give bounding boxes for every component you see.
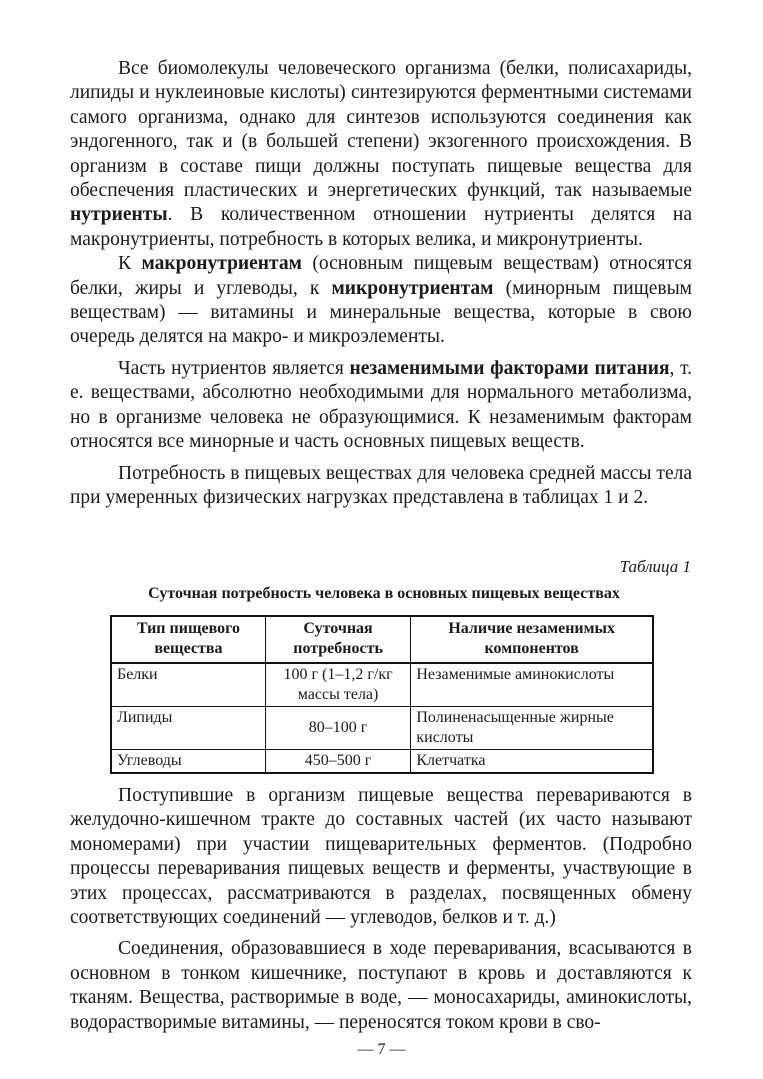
page-number: — 7 — [357,1041,406,1058]
cell-essential: Полиненасыщенные жирные кислоты [411,707,653,750]
cell-requirement: 100 г (1–1,2 г/кг массы тела) [265,663,411,707]
paragraph-macronutrients: К макронутриентам (основным пищевым веществам) относятся белки, жиры и углеводы, к микронутриентам (минорным пищевым веществам) — витамины и минеральные вещества, которые в свою очередь делятся на макро- и микроэлементы. [70,253,693,348]
paragraph-biomolecules: Все биомолекулы человеческого организма (белки, полисахариды, липиды и нуклеиновые кислоты) синтезируются ферментными системами самого организма, однако для синтезов используются соединения как эндогенного, так и (в большей степени) экзогенного происхождения. В организм в составе пищи должны поступать пищевые вещества для обеспечения пластических и энергетических функций, так называемые нутриенты. В количественном отношении нутриенты делятся на макронутриенты, потребность в которых велика, и микронутриенты. [70,58,692,250]
paragraph-digestion: Поступившие в организм пищевые вещества перевариваются в желудочно-кишечном тракте до составных частей (их часто называют мономерами) при участии пищеварительных ферментов. (Подробно процессы переваривания пищевых веществ и ферменты, участвующие в этих процессах, рассматриваются в разделах, посвященных обмену соответствующих соединений — углеводов, белков и т. д.) [70,785,692,929]
cell-requirement: 450–500 г [265,750,411,774]
cell-essential: Незаменимые аминокислоты [411,663,653,707]
header-essential-components: Наличие незаменимых компонентов [411,616,653,663]
cell-nutrient: Белки [111,663,265,707]
table-header-row [111,616,653,663]
table-row [111,663,653,707]
cell-essential: Клетчатка [411,750,653,774]
term-nutrients: нутриенты [70,204,168,226]
nutrient-requirements-table [110,615,654,774]
cell-nutrient: Углеводы [111,750,265,774]
paragraph-requirements: Потребность в пищевых веществах для человека средней массы тела при умеренных физических нагрузках представлена в таблицах 1 и 2. [70,462,692,508]
cell-nutrient: Липиды [111,707,265,750]
paragraph-absorption: Соединения, образовавшиеся в ходе переваривания, всасываются в основном в тонком кишечнике, поступают в кровь и доставляются к тканям. Вещества, растворимые в воде, — моносахариды, аминокислоты, водорастворимые витамины, — переносятся током крови в сво- [70,938,692,1033]
table-caption: Суточная потребность человека в основных пищевых веществах [148,585,620,602]
paragraph-essential-factors: Часть нутриентов является незаменимыми факторами питания, т. е. веществами, абсолютно необходимыми для нормального метаболизма, но в организме человека не образующимися. К незаменимым факторам относятся все минорные и часть основных пищевых веществ. [70,357,693,453]
header-daily-requirement: Суточная потребность [265,616,411,663]
body-text-bottom [70,784,692,1035]
table-row [111,707,653,750]
term-macronutrients: макронутриентам [141,253,302,275]
table-row [111,750,653,774]
term-micronutrients: микронутриентам [331,277,494,299]
term-essential-factors: незаменимыми факторами питания [349,357,670,379]
cell-requirement: 80–100 г [265,707,411,750]
body-text-top [70,57,692,510]
table-number: Таблица 1 [619,557,691,576]
header-nutrient-type: Тип пищевого вещества [111,616,265,663]
